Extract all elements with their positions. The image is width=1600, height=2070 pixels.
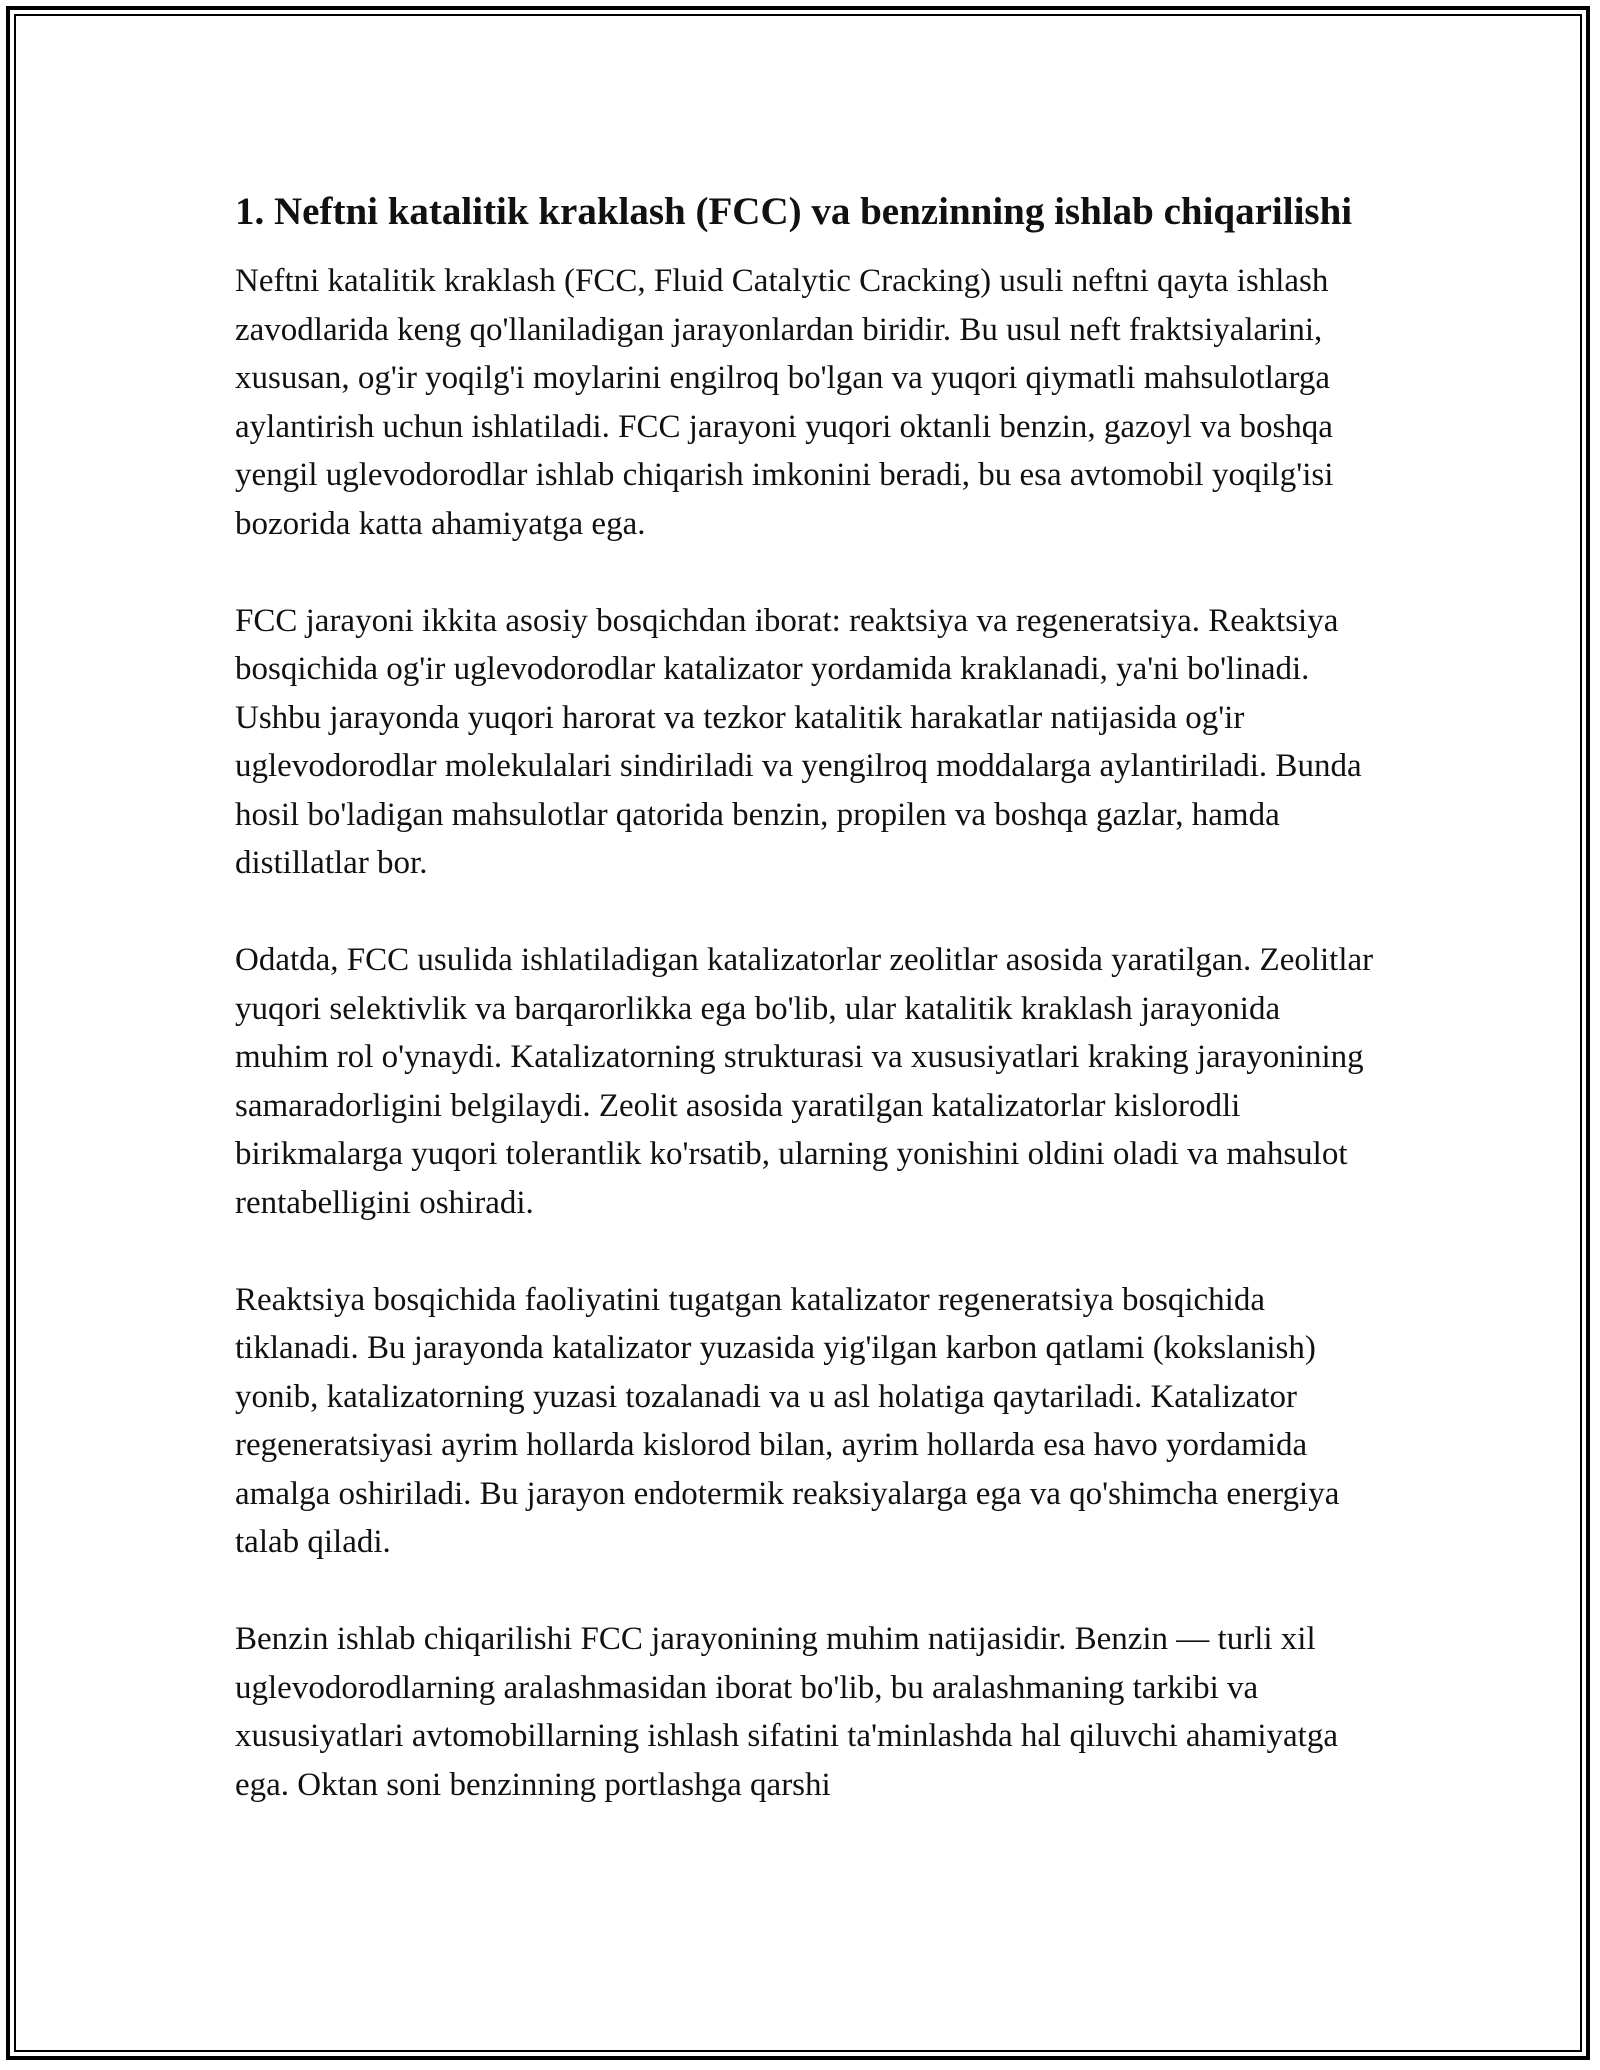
- paragraph-gasoline: Benzin ishlab chiqarilishi FCC jarayonining muhim natijasidir. Benzin — turli xil uglevodorodlarning aralashmasidan iborat bo'lib, bu aralashmaning tarkibi va xususiyatlari avtomobillarning ishlash sifatini ta'minlashda hal qiluvchi ahamiyatga ega. Oktan soni benzinning portlashga qarshi: [235, 1621, 1338, 1803]
- paragraph-fcc-intro: Neftni katalitik kraklash (FCC, Fluid Catalytic Cracking) usuli neftni qayta ishlash zavodlarida keng qo'llaniladigan jarayonlardan biridir. Bu usul neft fraktsiyalarini, xususan, og'ir yoqilg'i moylarini engilroq bo'lgan va yuqori qiymatli mahsulotlarga aylantirish uchun ishlatiladi. FCC jarayoni yuqori oktanli benzin, gazoyl va boshqa yengil uglevodorodlar ishlab chiqarish imkonini beradi, bu esa avtomobil yoqilg'isi bozorida katta ahamiyatga ega.: [235, 263, 1334, 542]
- section-heading: 1. Neftni katalitik kraklash (FCC) va benzinning ishlab chiqarilishi: [235, 190, 1353, 233]
- paragraph-fcc-stages: FCC jarayoni ikkita asosiy bosqichdan iborat: reaktsiya va regeneratsiya. Reaktsiya bosqichida og'ir uglevodorodlar katalizator yordamida kraklanadi, ya'ni bo'linadi. Ushbu jarayonda yuqori harorat va tezkor katalitik harakatlar natijasida og'ir uglevodorodlar molekulalari sindiriladi va yengilroq moddalarga aylantiriladi. Bunda hosil bo'ladigan mahsulotlar qatorida benzin, propilen va boshqa gazlar, hamda distillatlar bor.: [235, 602, 1362, 881]
- document-body: [235, 185, 1375, 1858]
- paragraph-regeneration: Reaktsiya bosqichida faoliyatini tugatgan katalizator regeneratsiya bosqichida tiklanadi. Bu jarayonda katalizator yuzasida yig'ilgan karbon qatlami (kokslanish) yonib, katalizatorning yuzasi tozalanadi va u asl holatiga qaytariladi. Katalizator regeneratsiyasi ayrim hollarda kislorod bilan, ayrim hollarda esa havo yordamida amalga oshiriladi. Bu jarayon endotermik reaksiyalarga ega va qo'shimcha energiya talab qiladi.: [235, 1281, 1340, 1560]
- paragraph-catalysts: Odatda, FCC usulida ishlatiladigan katalizatorlar zeolitlar asosida yaratilgan. Zeolitlar yuqori selektivlik va barqarorlikka ega bo'lib, ular katalitik kraklash jarayonida muhim rol o'ynaydi. Katalizatorning strukturasi va xususiyatlari kraking jarayonining samaradorligini belgilaydi. Zeolit asosida yaratilgan katalizatorlar kislorodli birikmalarga yuqori tolerantlik ko'rsatib, ularning yonishini oldini oladi va mahsulot rentabelligini oshiradi.: [235, 942, 1374, 1221]
